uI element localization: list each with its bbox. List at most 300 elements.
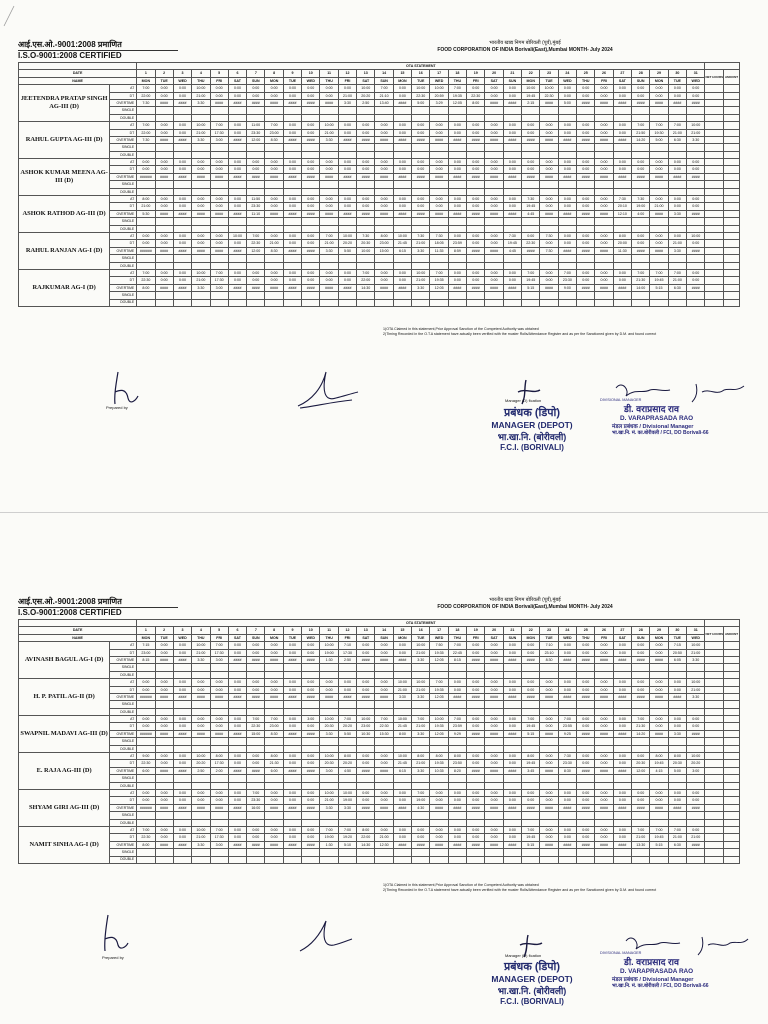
time-cell: 23:30 — [247, 797, 265, 804]
empty-cell — [375, 262, 393, 269]
empty-cell — [283, 782, 301, 789]
empty-cell — [467, 188, 485, 195]
time-cell: 0:00 — [173, 240, 191, 247]
day-number: 20 — [485, 70, 503, 77]
empty-cell — [558, 708, 576, 715]
time-cell: 0:00 — [467, 129, 485, 136]
time-cell: 22:30 — [467, 92, 485, 99]
empty-cell — [247, 188, 265, 195]
empty-cell — [210, 812, 228, 819]
time-cell: 0:00 — [522, 129, 540, 136]
row-label: OVERTIME — [110, 136, 137, 143]
empty-cell — [247, 299, 265, 306]
empty-cell — [283, 745, 301, 752]
iso-hindi: आई.एस.ओ.-9001:2008 प्रमाणित — [18, 40, 178, 51]
time-cell: #### — [210, 210, 228, 217]
time-cell: #### — [173, 99, 191, 106]
weekday: FRI — [338, 77, 356, 84]
empty-cell — [393, 188, 411, 195]
time-cell: 7:00 — [265, 122, 283, 129]
empty-cell — [522, 262, 540, 269]
time-cell: 0:00 — [558, 232, 576, 239]
time-cell: #### — [467, 730, 485, 737]
employee-row — [19, 812, 740, 819]
empty-cell — [247, 775, 265, 782]
empty-cell — [302, 144, 320, 151]
manager-signature-icon — [512, 378, 546, 408]
time-cell: 0:00 — [210, 789, 228, 796]
empty-cell — [558, 114, 576, 121]
empty-cell — [687, 255, 705, 262]
time-cell: 8:00 — [613, 232, 631, 239]
time-cell: 0:00 — [668, 196, 686, 203]
time-cell: 0:00 — [503, 196, 521, 203]
empty-cell — [485, 671, 503, 678]
empty-cell — [632, 144, 650, 151]
time-cell: #### — [173, 841, 191, 848]
empty-cell — [448, 775, 466, 782]
empty-cell — [577, 107, 595, 114]
statement-page-2 — [0, 512, 768, 1024]
time-cell: 0:00 — [540, 834, 558, 841]
amount-cell — [724, 114, 740, 121]
empty-cell — [375, 856, 393, 863]
row-label: SINGLE — [110, 107, 137, 114]
time-cell: 0:00 — [448, 203, 466, 210]
time-cell: 0:00 — [375, 753, 393, 760]
time-cell: #### — [283, 767, 301, 774]
time-cell: #### — [393, 173, 411, 180]
empty-cell — [338, 738, 356, 745]
time-cell: 0:00 — [338, 85, 356, 92]
time-cell: #### — [265, 99, 283, 106]
time-cell: #### — [687, 210, 705, 217]
weekday: THU — [577, 77, 595, 84]
time-cell: 0:00 — [375, 277, 393, 284]
time-cell: #### — [467, 247, 485, 254]
time-cell: 7:00 — [448, 716, 466, 723]
time-cell: 10:00 — [687, 642, 705, 649]
time-cell: 0:00 — [173, 196, 191, 203]
row-label: AT — [110, 826, 137, 833]
empty-cell — [283, 664, 301, 671]
amount-cell — [724, 804, 740, 811]
time-cell: 21:00 — [668, 834, 686, 841]
empty-cell — [320, 708, 338, 715]
time-cell: 0:00 — [668, 159, 686, 166]
time-cell: 0:00 — [632, 166, 650, 173]
employee-name: JEETENDRA PRATAP SINGH AG-III (D) — [19, 85, 110, 122]
time-cell: 0:00 — [357, 686, 375, 693]
net-hours-cell — [705, 159, 724, 166]
time-cell: #### — [522, 693, 540, 700]
time-cell: #### — [632, 99, 650, 106]
time-cell: #### — [283, 136, 301, 143]
empty-cell — [210, 782, 228, 789]
empty-cell — [632, 255, 650, 262]
empty-cell — [430, 701, 448, 708]
time-cell: 0:00 — [283, 789, 301, 796]
time-cell: 8:00 — [430, 753, 448, 760]
time-cell: 19:45 — [522, 203, 540, 210]
empty-cell — [137, 181, 155, 188]
empty-cell — [522, 255, 540, 262]
time-cell: 0:00 — [485, 129, 503, 136]
empty-cell — [467, 819, 485, 826]
division-label-2: DIVISIONAL MANAGER — [600, 951, 642, 955]
time-cell: 0:00 — [650, 716, 668, 723]
stamp-english-office: F.C.I. (BORIVALI) — [500, 443, 564, 452]
empty-cell — [173, 181, 191, 188]
empty-cell — [577, 181, 595, 188]
empty-cell — [430, 856, 448, 863]
ota-statement-table-2 — [18, 619, 740, 864]
time-cell: 0:00 — [668, 679, 686, 686]
empty-cell — [192, 299, 210, 306]
time-cell: 8:30 — [540, 656, 558, 663]
time-cell: #### — [485, 173, 503, 180]
empty-cell — [393, 299, 411, 306]
time-cell: 7:00 — [430, 679, 448, 686]
empty-cell — [430, 299, 448, 306]
time-cell: 0:00 — [137, 166, 155, 173]
time-cell: 0:00 — [173, 129, 191, 136]
day-number: 29 — [650, 627, 668, 634]
empty-cell — [338, 782, 356, 789]
time-cell: 0:00 — [375, 826, 393, 833]
row-label: AT — [110, 122, 137, 129]
amount-cell — [724, 122, 740, 129]
time-cell: 0:00 — [650, 159, 668, 166]
time-cell: 19:45 — [522, 277, 540, 284]
time-cell: 0:00 — [577, 166, 595, 173]
empty-cell — [393, 107, 411, 114]
time-cell: #### — [485, 693, 503, 700]
empty-cell — [247, 107, 265, 114]
time-cell: #### — [173, 656, 191, 663]
amount-cell — [724, 166, 740, 173]
time-cell: 0:00 — [577, 85, 595, 92]
empty-cell — [192, 225, 210, 232]
time-cell: 7:00 — [412, 789, 430, 796]
ota-title: OTA STATEMENT — [137, 620, 705, 627]
empty-cell — [137, 849, 155, 856]
empty-cell — [137, 292, 155, 299]
time-cell: 0:00 — [192, 789, 210, 796]
weekday: SAT — [485, 77, 503, 84]
empty-cell — [540, 775, 558, 782]
time-cell: 5:15 — [650, 841, 668, 848]
time-cell: 0:00 — [155, 753, 173, 760]
time-cell: 0:00 — [503, 797, 521, 804]
time-cell: 0:00 — [375, 159, 393, 166]
empty-cell — [522, 181, 540, 188]
time-cell: #### — [210, 173, 228, 180]
row-label: DOUBLE — [110, 188, 137, 195]
time-cell: 12:10 — [613, 210, 631, 217]
time-cell: #### — [302, 804, 320, 811]
empty-cell — [155, 188, 173, 195]
empty-cell — [357, 856, 375, 863]
time-cell: #### — [503, 693, 521, 700]
time-cell: 0:00 — [503, 649, 521, 656]
division-label: DIVISIONAL MANAGER — [600, 398, 642, 402]
amount-cell — [724, 834, 740, 841]
employee-row — [19, 166, 740, 173]
time-cell: 0:00 — [577, 649, 595, 656]
dm-hindi-name-2: डी. वराप्रसाद राव — [624, 957, 679, 967]
note-1-2: 1)OTA Claimed in this statement,Prior Approval Sanction of the Competent Authority was obtained — [383, 883, 539, 887]
net-hours-cell — [705, 686, 724, 693]
time-cell: 0:00 — [522, 159, 540, 166]
time-cell: 7:30 — [357, 232, 375, 239]
net-hours-cell — [705, 671, 724, 678]
empty-cell — [192, 292, 210, 299]
header-hindi: भारतीय खाद्य निगम बोरिवली (पूर्व),मुंबई — [489, 40, 561, 46]
empty-cell — [338, 701, 356, 708]
header-english: FOOD CORPORATION OF INDIA Borivali(East),Mumbai MONTH- July 2024 — [437, 47, 613, 53]
empty-cell — [595, 188, 613, 195]
empty-cell — [247, 745, 265, 752]
empty-cell — [393, 255, 411, 262]
empty-cell — [485, 812, 503, 819]
empty-cell — [650, 188, 668, 195]
time-cell: 0:00 — [485, 753, 503, 760]
time-cell: #### — [357, 210, 375, 217]
amount-cell — [724, 107, 740, 114]
empty-cell — [467, 144, 485, 151]
employee-row — [19, 255, 740, 262]
day-number: 17 — [430, 627, 448, 634]
time-cell: 0:00 — [302, 203, 320, 210]
time-cell: 11:30 — [613, 247, 631, 254]
empty-cell — [375, 151, 393, 158]
time-cell: 0:00 — [283, 240, 301, 247]
empty-cell — [357, 188, 375, 195]
empty-cell — [412, 849, 430, 856]
empty-cell — [577, 782, 595, 789]
time-cell: 0:00 — [228, 789, 246, 796]
time-cell: 0:00 — [632, 232, 650, 239]
empty-cell — [393, 782, 411, 789]
empty-cell — [467, 262, 485, 269]
time-cell: 0:00 — [485, 166, 503, 173]
empty-cell — [393, 181, 411, 188]
time-cell: 14:00 — [632, 284, 650, 291]
time-cell: 0:00 — [650, 723, 668, 730]
time-cell: 8:00 — [210, 753, 228, 760]
time-cell: #### — [632, 804, 650, 811]
empty-cell — [283, 188, 301, 195]
day-number: 28 — [632, 627, 650, 634]
empty-cell — [467, 181, 485, 188]
empty-cell — [155, 708, 173, 715]
empty-cell — [137, 188, 155, 195]
time-cell: 10:00 — [393, 753, 411, 760]
empty-cell — [650, 775, 668, 782]
day-number: 11 — [320, 70, 338, 77]
empty-cell — [412, 664, 430, 671]
time-cell: 0:00 — [430, 203, 448, 210]
empty-cell — [192, 856, 210, 863]
amount-cell — [724, 656, 740, 663]
time-cell: 0:00 — [613, 166, 631, 173]
time-cell: 8:15 — [448, 656, 466, 663]
time-cell: 0:00 — [577, 129, 595, 136]
time-cell: #### — [228, 656, 246, 663]
time-cell: #### — [613, 804, 631, 811]
time-cell: #### — [632, 656, 650, 663]
time-cell: 0:00 — [558, 649, 576, 656]
empty-cell — [173, 188, 191, 195]
time-cell: 0:00 — [338, 122, 356, 129]
note-2-2: 2)Timing Recorded in the O.T.A statement have actually been verified with the muster Rolls/Attendance Register and as per the Sanctioned given by D.M. and found correct — [383, 888, 657, 893]
time-cell: 2:50 — [338, 656, 356, 663]
empty-cell — [522, 745, 540, 752]
time-cell: 13:30 — [632, 841, 650, 848]
empty-cell — [448, 107, 466, 114]
iso-english: I.S.O-9001:2008 CERTIFIED — [18, 51, 122, 60]
empty-cell — [595, 738, 613, 745]
empty-cell — [485, 775, 503, 782]
empty-cell — [247, 738, 265, 745]
time-cell: 7:30 — [503, 232, 521, 239]
employee-row — [19, 92, 740, 99]
time-cell: 22:00 — [357, 277, 375, 284]
time-cell: 0:00 — [357, 642, 375, 649]
employee-row — [19, 693, 740, 700]
empty-cell — [357, 775, 375, 782]
time-cell: 3:00 — [210, 136, 228, 143]
time-cell: #### — [338, 173, 356, 180]
empty-cell — [283, 262, 301, 269]
time-cell: 0:00 — [540, 826, 558, 833]
empty-cell — [448, 218, 466, 225]
time-cell: 21:00 — [320, 129, 338, 136]
empty-cell — [577, 856, 595, 863]
empty-cell — [467, 782, 485, 789]
time-cell: #### — [613, 284, 631, 291]
net-hours-cell — [705, 656, 724, 663]
empty-cell — [613, 849, 631, 856]
empty-cell — [173, 151, 191, 158]
time-cell: 0:00 — [155, 129, 173, 136]
time-cell: 0:00 — [668, 723, 686, 730]
time-cell: 7:00 — [558, 716, 576, 723]
empty-cell — [412, 819, 430, 826]
time-cell: 10:00 — [540, 85, 558, 92]
name-header: NAME — [19, 634, 137, 641]
empty-cell — [522, 225, 540, 232]
empty-cell — [467, 701, 485, 708]
empty-cell — [650, 181, 668, 188]
empty-cell — [503, 745, 521, 752]
time-cell: 5:00 — [412, 99, 430, 106]
day-number: 22 — [522, 70, 540, 77]
time-cell: #### — [247, 767, 265, 774]
empty-cell — [265, 181, 283, 188]
time-cell: #### — [668, 99, 686, 106]
empty-cell — [467, 151, 485, 158]
time-cell: 0:00 — [338, 166, 356, 173]
amount-cell — [724, 826, 740, 833]
empty-cell — [577, 738, 595, 745]
declaration-notes — [383, 327, 713, 337]
time-cell: 0:00 — [357, 649, 375, 656]
time-cell: 0:00 — [247, 649, 265, 656]
empty-cell — [412, 181, 430, 188]
empty-cell — [503, 856, 521, 863]
amount-cell — [724, 723, 740, 730]
empty-cell — [320, 292, 338, 299]
date-header: DATE — [19, 627, 137, 634]
time-cell: #### — [558, 173, 576, 180]
time-cell: 13:40 — [375, 99, 393, 106]
row-label: SINGLE — [110, 775, 137, 782]
time-cell: #### — [540, 841, 558, 848]
time-cell: 0:00 — [687, 277, 705, 284]
time-cell: #### — [430, 173, 448, 180]
empty-cell — [467, 255, 485, 262]
time-cell: #### — [302, 99, 320, 106]
empty-cell — [522, 299, 540, 306]
time-cell: 0:00 — [485, 85, 503, 92]
time-cell: 3:30 — [338, 804, 356, 811]
empty-cell — [210, 151, 228, 158]
weekday: MON — [265, 77, 283, 84]
time-cell: 0:00 — [155, 277, 173, 284]
time-cell: 0:00 — [485, 240, 503, 247]
empty-cell — [412, 188, 430, 195]
time-cell: 10:00 — [320, 716, 338, 723]
empty-cell — [448, 708, 466, 715]
row-label: AT — [110, 753, 137, 760]
amount-cell — [724, 642, 740, 649]
time-cell: #### — [320, 693, 338, 700]
amount-cell — [724, 240, 740, 247]
time-cell: 7:00 — [137, 269, 155, 276]
time-cell: #### — [228, 210, 246, 217]
empty-cell — [485, 144, 503, 151]
empty-cell — [687, 218, 705, 225]
day-number: 19 — [467, 70, 485, 77]
time-cell: 21:00 — [412, 760, 430, 767]
empty-cell — [173, 255, 191, 262]
empty-cell — [210, 701, 228, 708]
time-cell: 0:00 — [687, 85, 705, 92]
net-hours-cell — [705, 136, 724, 143]
time-cell: 0:00 — [687, 159, 705, 166]
empty-cell — [155, 812, 173, 819]
time-cell: 0:00 — [393, 277, 411, 284]
time-cell: 0:00 — [210, 159, 228, 166]
net-hours-cell — [705, 122, 724, 129]
time-cell: 18:05 — [430, 240, 448, 247]
time-cell: 0:00 — [283, 92, 301, 99]
time-cell: 1:30 — [320, 841, 338, 848]
time-cell: 0:00 — [265, 269, 283, 276]
time-cell: #### — [265, 210, 283, 217]
time-cell: 0:00 — [632, 797, 650, 804]
time-cell: #### — [467, 210, 485, 217]
empty-cell — [448, 701, 466, 708]
employee-name: H. P. PATIL AG-II (D) — [19, 679, 110, 716]
empty-cell — [668, 745, 686, 752]
time-cell: 7:00 — [448, 642, 466, 649]
empty-cell — [577, 775, 595, 782]
day-number: 9 — [283, 70, 301, 77]
row-label: AT — [110, 196, 137, 203]
